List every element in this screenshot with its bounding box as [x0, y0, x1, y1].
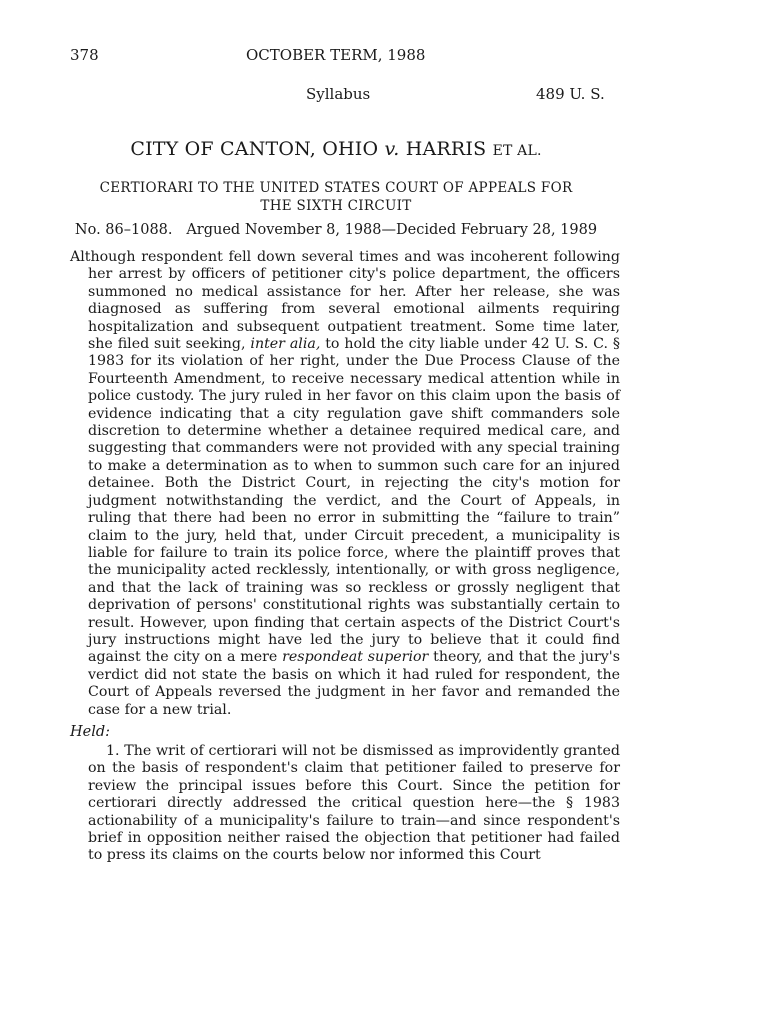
running-head-term: OCTOBER TERM, 1988: [246, 46, 426, 64]
certiorari-line-2: THE SIXTH CIRCUIT: [260, 198, 412, 214]
certiorari-heading: [70, 179, 602, 215]
case-title-etal: ET AL.: [492, 143, 542, 159]
syllabus-p1-italic-1: inter alia,: [250, 336, 321, 353]
syllabus-paragraph-1: [70, 249, 620, 719]
syllabus-paragraph-2: 1. The writ of certiorari will not be dismissed as improvidently granted on the basis of respondent's claim that petitioner failed to preserve for review the principal issues before this Court. Since the petition for certiorari directly addressed the critical question here—the § 1983 actionability of a municipality's failure to train—and since respondent's brief in opposition neither raised the objection that petitioner had failed to press its claims on the courts below nor informed this Court: [88, 743, 620, 864]
syllabus-p1-text-b: to hold the city liable under 42 U. S. C. § 1983 for its violation of her right, under the Due Process Clause of the Fourteenth Amendment, to receive necessary medical attention while in police custody. The jury ruled in her favor on this claim upon the basis of evidence indicating that a city regulation gave shift commanders sole discretion to determine whether a detainee required medical care, and suggesting that commanders were not provided with any special training to make a determination as to when to summon such care for an injured detainee. Both the District Court, in rejecting the city's motion for judgment notwithstanding the verdict, and the Court of Appeals, in ruling that there had been no error in submitting the “failure to train” claim to the jury, held that, under Circuit precedent, a municipality is liable for failure to train its police force, where the plaintiff proves that the municipality acted recklessly, intentionally, or with gross negligence, and that the lack of training was so reckless or grossly negligent that deprivation of persons' constitutional rights was substantially certain to result. However, upon finding that certain aspects of the District Court's jury instructions might have led the jury to believe that it could find against the city on a mere: [88, 336, 620, 666]
syllabus-p1-text-a: Although respondent fell down several times and was incoherent following her arrest by officers of petitioner city's police department, the officers summoned no medical assistance for her. After her release, she was diagnosed as suffering from several emotional ailments requiring hospitalization and subsequent outpatient treatment. Some time later, she filed suit seeking,: [70, 249, 620, 353]
case-title: [70, 138, 602, 160]
certiorari-line-1: CERTIORARI TO THE UNITED STATES COURT OF APPEALS FOR: [99, 180, 573, 196]
section-label: Syllabus: [306, 85, 371, 103]
page-number: 378: [70, 46, 99, 64]
case-title-part2: HARRIS: [399, 138, 493, 160]
syllabus-p1-italic-2: respondeat superior: [282, 649, 429, 666]
docket-line: No. 86–1088. Argued November 8, 1988—Decided February 28, 1989: [74, 222, 598, 238]
case-title-part1: CITY OF CANTON, OHIO: [130, 138, 385, 160]
syllabus-p1-text-c: theory, and that the jury's verdict did not state the basis on which it had ruled for respondent, the Court of Appeals reversed the judgment in her favor and remanded the case for a new trial.: [88, 649, 620, 718]
held-label: Held:: [70, 724, 111, 740]
volume-citation: 489 U. S.: [536, 85, 605, 103]
case-title-v: v.: [384, 138, 400, 160]
